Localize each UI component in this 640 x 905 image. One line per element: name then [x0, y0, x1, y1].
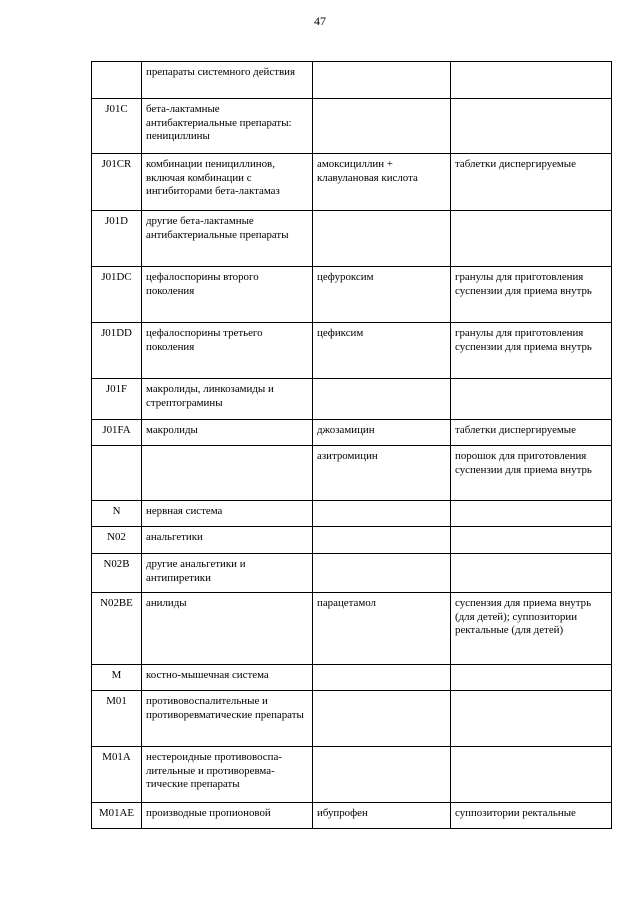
table-row [92, 747, 612, 803]
dosage-form-cell [451, 554, 612, 593]
table-row [92, 379, 612, 420]
table-row [92, 211, 612, 267]
substance-cell [313, 211, 451, 267]
atc-code-cell: N02BE [92, 593, 142, 665]
drug-table [91, 61, 612, 829]
page-number: 47 [314, 14, 326, 28]
atc-code-cell: J01C [92, 99, 142, 154]
table-row [92, 554, 612, 593]
table-row [92, 62, 612, 99]
substance-cell: азитромицин [313, 446, 451, 501]
group-name-cell: бета-лактамные антибактериальные препараты: пенициллины [142, 99, 313, 154]
group-name-cell: комбинации пенициллинов, включая комбинации с ингибиторами бета-лактамаз [142, 154, 313, 211]
dosage-form-cell [451, 691, 612, 747]
group-name-cell: нервная система [142, 501, 313, 527]
dosage-form-cell [451, 211, 612, 267]
group-name-cell: макролиды [142, 420, 313, 446]
dosage-form-cell [451, 379, 612, 420]
group-name-cell: препараты системного действия [142, 62, 313, 99]
dosage-form-cell: таблетки диспергируемые [451, 420, 612, 446]
group-name-cell: цефалоспорины третьего поколения [142, 323, 313, 379]
substance-cell [313, 379, 451, 420]
table-row [92, 527, 612, 554]
table-row [92, 665, 612, 691]
atc-code-cell [92, 446, 142, 501]
atc-code-cell: M01AE [92, 803, 142, 829]
substance-cell [313, 62, 451, 99]
dosage-form-cell [451, 62, 612, 99]
atc-code-cell: J01D [92, 211, 142, 267]
group-name-cell: костно-мышечная система [142, 665, 313, 691]
atc-code-cell: J01FA [92, 420, 142, 446]
table-row [92, 154, 612, 211]
substance-cell: ибупрофен [313, 803, 451, 829]
table-row [92, 267, 612, 323]
group-name-cell: противовоспалительные и противоревматические препараты [142, 691, 313, 747]
substance-cell [313, 691, 451, 747]
substance-cell: цефуроксим [313, 267, 451, 323]
dosage-form-cell: гранулы для приготовления суспензии для приема внутрь [451, 323, 612, 379]
substance-cell: цефиксим [313, 323, 451, 379]
group-name-cell: нестероидные противовоспа-лительные и противоревма-тические препараты [142, 747, 313, 803]
atc-code-cell: N02B [92, 554, 142, 593]
group-name-cell: производные пропионовой [142, 803, 313, 829]
table-row [92, 446, 612, 501]
atc-code-cell: M01 [92, 691, 142, 747]
group-name-cell: цефалоспорины второго поколения [142, 267, 313, 323]
dosage-form-cell [451, 747, 612, 803]
atc-code-cell: M [92, 665, 142, 691]
substance-cell: парацетамол [313, 593, 451, 665]
dosage-form-cell: порошок для приготовления суспензии для приема внутрь [451, 446, 612, 501]
atc-code-cell: M01A [92, 747, 142, 803]
table-row [92, 323, 612, 379]
substance-cell [313, 527, 451, 554]
table-row [92, 99, 612, 154]
atc-code-cell: J01DD [92, 323, 142, 379]
atc-code-cell: N02 [92, 527, 142, 554]
group-name-cell: анальгетики [142, 527, 313, 554]
atc-code-cell: J01CR [92, 154, 142, 211]
table-row [92, 803, 612, 829]
table-row [92, 593, 612, 665]
dosage-form-cell [451, 665, 612, 691]
dosage-form-cell: таблетки диспергируемые [451, 154, 612, 211]
table-row [92, 501, 612, 527]
substance-cell [313, 665, 451, 691]
table-row [92, 420, 612, 446]
substance-cell [313, 747, 451, 803]
dosage-form-cell: суппозитории ректальные [451, 803, 612, 829]
substance-cell [313, 554, 451, 593]
substance-cell: амоксициллин + клавулановая кислота [313, 154, 451, 211]
substance-cell [313, 501, 451, 527]
dosage-form-cell [451, 99, 612, 154]
atc-code-cell: J01DC [92, 267, 142, 323]
group-name-cell: другие бета-лактамные антибактериальные препараты [142, 211, 313, 267]
table-row [92, 691, 612, 747]
substance-cell: джозамицин [313, 420, 451, 446]
atc-code-cell [92, 62, 142, 99]
substance-cell [313, 99, 451, 154]
atc-code-cell: N [92, 501, 142, 527]
group-name-cell: анилиды [142, 593, 313, 665]
dosage-form-cell: суспензия для приема внутрь (для детей); суппозитории ректальные (для детей) [451, 593, 612, 665]
dosage-form-cell [451, 527, 612, 554]
dosage-form-cell [451, 501, 612, 527]
atc-code-cell: J01F [92, 379, 142, 420]
group-name-cell: другие анальгетики и антипиретики [142, 554, 313, 593]
group-name-cell: макролиды, линкозамиды и стрептограмины [142, 379, 313, 420]
group-name-cell [142, 446, 313, 501]
dosage-form-cell: гранулы для приготовления суспензии для приема внутрь [451, 267, 612, 323]
